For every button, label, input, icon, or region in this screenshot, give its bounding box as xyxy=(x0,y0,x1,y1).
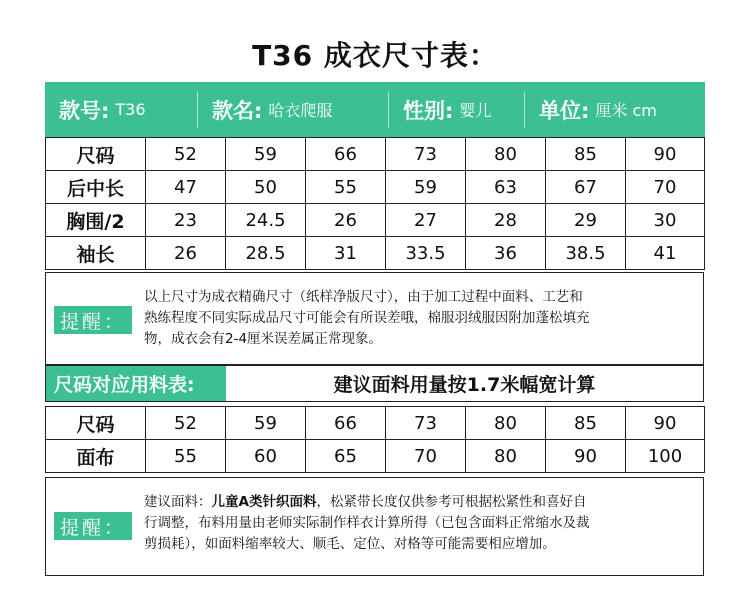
info-header-bar xyxy=(45,82,705,137)
style-name-cell xyxy=(198,82,388,137)
row-header: 后中长 xyxy=(46,171,146,204)
table-cell: 55 xyxy=(146,440,226,473)
reminder-line: 行调整，布料用量由老师实际制作样衣计算所得（已包含面料正常缩水及裁 xyxy=(144,515,590,531)
table-cell: 29 xyxy=(546,204,626,237)
gender-label: 性别: xyxy=(403,98,454,123)
unit-cell xyxy=(525,82,703,137)
table-cell: 85 xyxy=(546,138,626,171)
table-cell: 73 xyxy=(386,407,466,440)
fabric-row xyxy=(46,440,705,473)
table-cell: 27 xyxy=(386,204,466,237)
table-cell: 41 xyxy=(626,237,705,270)
style-no-label: 款号: xyxy=(59,98,110,123)
fabric-section-title: 建议面料用量按1.7米幅宽计算 xyxy=(333,374,596,396)
table-cell: 100 xyxy=(626,440,705,473)
table-cell: 63 xyxy=(466,171,546,204)
fabric-section-label: 尺码对应用料表: xyxy=(46,366,226,401)
table-cell: 28 xyxy=(466,204,546,237)
reminder-line: 以上尺寸为成衣精确尺寸（纸样净版尺寸），由于加工过程中面料、工艺和 xyxy=(144,289,583,305)
reminder-text-2 xyxy=(144,492,700,555)
reminder-box-2 xyxy=(45,477,704,576)
table-cell: 90 xyxy=(626,407,705,440)
row-header: 尺码 xyxy=(46,138,146,171)
table-cell: 24.5 xyxy=(226,204,306,237)
table-cell: 85 xyxy=(546,407,626,440)
row-header: 面布 xyxy=(46,440,146,473)
reminder-badge: 提醒： xyxy=(54,306,132,334)
table-cell: 26 xyxy=(146,237,226,270)
fabric-type: 儿童A类针织面料 xyxy=(211,494,317,510)
reminder-suffix: ，松紧带长度仅供参考可根据松紧性和喜好自 xyxy=(316,494,587,510)
table-cell: 67 xyxy=(546,171,626,204)
table-cell: 30 xyxy=(626,204,705,237)
reminder-prefix: 建议面料： xyxy=(144,494,212,510)
table-cell: 80 xyxy=(466,138,546,171)
unit-value: 厘米 cm xyxy=(595,101,657,120)
reminder-text-1 xyxy=(144,287,700,350)
style-name-label: 款名: xyxy=(212,98,263,123)
fabric-section-bar xyxy=(45,365,704,402)
table-cell: 38.5 xyxy=(546,237,626,270)
gender-value: 婴儿 xyxy=(459,101,492,120)
table-cell: 90 xyxy=(626,138,705,171)
unit-label: 单位: xyxy=(539,98,590,123)
size-row xyxy=(46,204,705,237)
table-cell: 23 xyxy=(146,204,226,237)
table-cell: 55 xyxy=(306,171,386,204)
table-cell: 52 xyxy=(146,138,226,171)
row-header: 袖长 xyxy=(46,237,146,270)
table-cell: 73 xyxy=(386,138,466,171)
page-title: T36 成衣尺寸表： xyxy=(252,39,498,72)
row-header: 胸围/2 xyxy=(46,204,146,237)
reminder-line: 物，成衣会有2-4厘米误差属正常现象。 xyxy=(144,331,383,347)
row-header: 尺码 xyxy=(46,407,146,440)
table-cell: 50 xyxy=(226,171,306,204)
fabric-row xyxy=(46,407,705,440)
table-cell: 65 xyxy=(306,440,386,473)
size-table xyxy=(45,137,705,270)
size-row xyxy=(46,138,705,171)
style-name-value: 哈衣爬服 xyxy=(268,101,333,120)
table-cell: 33.5 xyxy=(386,237,466,270)
table-cell: 59 xyxy=(226,138,306,171)
table-cell: 59 xyxy=(386,171,466,204)
table-cell: 66 xyxy=(306,138,386,171)
reminder-badge: 提醒： xyxy=(54,512,132,540)
fabric-table xyxy=(45,406,705,473)
table-cell: 70 xyxy=(626,171,705,204)
table-cell: 80 xyxy=(466,440,546,473)
table-cell: 80 xyxy=(466,407,546,440)
size-row xyxy=(46,171,705,204)
table-cell: 26 xyxy=(306,204,386,237)
table-cell: 70 xyxy=(386,440,466,473)
gender-cell xyxy=(389,82,524,137)
style-no-value: T36 xyxy=(115,100,146,119)
table-cell: 59 xyxy=(226,407,306,440)
table-cell: 66 xyxy=(306,407,386,440)
table-cell: 60 xyxy=(226,440,306,473)
style-no-cell xyxy=(45,82,197,137)
table-cell: 52 xyxy=(146,407,226,440)
table-cell: 28.5 xyxy=(226,237,306,270)
table-cell: 47 xyxy=(146,171,226,204)
table-cell: 36 xyxy=(466,237,546,270)
table-cell: 31 xyxy=(306,237,386,270)
reminder-line: 熟练程度不同实际成品尺寸可能会有所误差哦，棉服羽绒服因附加蓬松填充 xyxy=(144,310,590,326)
reminder-line xyxy=(144,492,700,513)
table-cell: 90 xyxy=(546,440,626,473)
reminder-box-1 xyxy=(45,272,704,365)
size-row xyxy=(46,237,705,270)
reminder-line: 剪损耗），如面料缩率较大、顺毛、定位、对格等可能需要相应增加。 xyxy=(144,536,556,552)
